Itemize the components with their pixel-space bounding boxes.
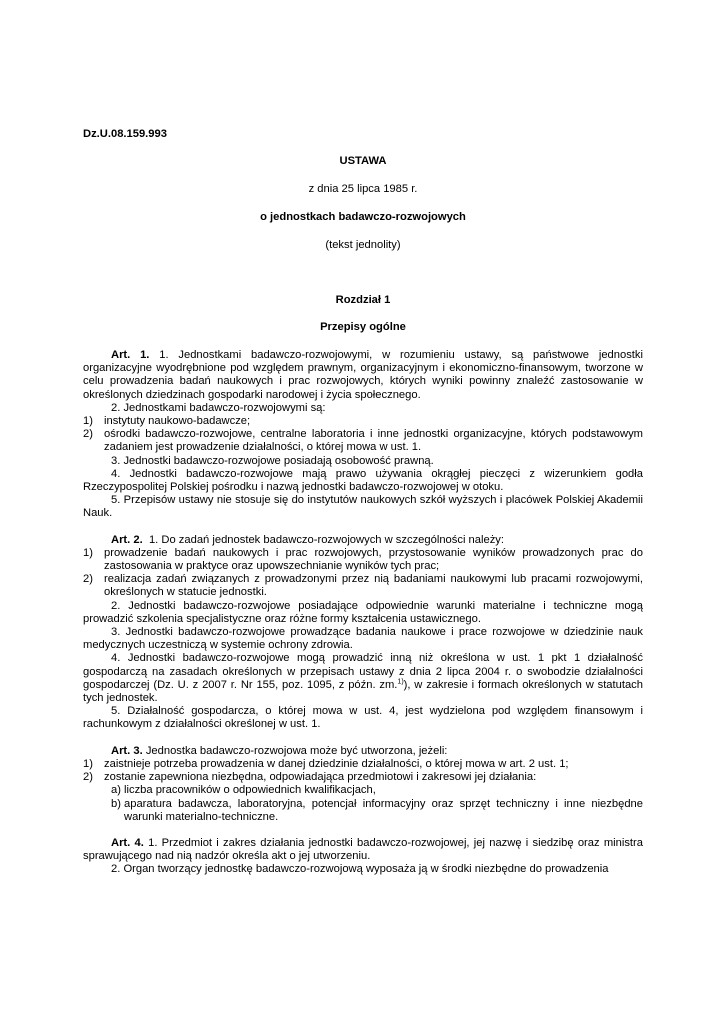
article-2-para-4: 4. Jednostki badawczo-rozwojowe mogą prowadzić inną niż określona w ust. 1 pkt 1 działalność gospodarczą na zasadach określonych w przepisach ustawy z dnia 2 lipca 2004 r. o swobodzie działalności gospodarczej (Dz. U. z 2007 r. Nr 155, poz. 1095, z późn. zm.$^{1)}$), w zakresie i formach określonych w statutach tych jednostek. [83,652,643,705]
list-item: 2) realizacja zadań związanych z prowadzonymi przez nią badaniami naukowymi lub pracami rozwojowymi, określonych w statucie jednostki. [83,573,643,599]
chapter-title: Przepisy ogólne [320,321,406,333]
article-1-para-2: 2. Jednostkami badawczo-rozwojowymi są: [111,401,326,414]
chapter-heading: Rozdział 1 [335,294,391,306]
footnote-ref: 1) [397,678,404,686]
act-date: z dnia 25 lipca 1985 r. [308,183,418,195]
article-2-para-3: 3. Jednostki badawczo-rozwojowe prowadzące badania naukowe i prace rozwojowe w dziedzinie nauk medycznych uczestniczą w systemie ochrony zdrowia. [83,626,643,652]
article-4-para-2: 2. Organ tworzący jednostkę badawczo-rozwojową wyposaża ją w środki niezbędne do prowadzenia [111,863,609,876]
act-subject: o jednostkach badawczo-rozwojowych [260,211,466,223]
document-page [83,0,643,1024]
sub-list-item: a) liczba pracowników o odpowiednich kwalifikacjach, [111,784,376,797]
article-2-para-5: 5. Działalność gospodarcza, o której mowa w ust. 4, jest wydzielona pod względem finansowym i rachunkowym z działalności określonej w ust. 1. [83,705,643,731]
list-item: 2) zostanie zapewniona niezbędna, odpowiadająca przedmiotowi i zakresowi jej działania: [83,771,537,784]
article-1-para-4: 4. Jednostki badawczo-rozwojowe mają prawo używania okrągłej pieczęci z wizerunkiem godła Rzeczypospolitej Polskiej pośrodku i nazwą jednostki badawczo-rozwojowej w otoku. [83,467,643,494]
act-note: (tekst jednolity) [325,239,401,251]
list-item: 1) instytuty naukowo-badawcze; [83,415,251,428]
list-item: 1) zaistnieje potrzeba prowadzenia w danej dziedzinie działalności, o której mowa w art. 2 ust. 1; [83,757,569,770]
article-1-label: Art. 1. [111,349,150,361]
article-1-para-1: Art. 1. 1. Jednostkami badawczo-rozwojowymi, w rozumieniu ustawy, są państwowe jednostki organizacyjne wyodrębnione pod względem prawnym, organizacyjnym i ekonomiczno-finansowym, tworzone w celu prowadzenia badań naukowych i prac rozwojowych, których wyniki powinny znaleźć zastosowanie w określonych dziedzinach gospodarki narodowej i życia społecznego. [83,349,643,401]
article-4-para-1: Art. 4. 1. Przedmiot i zakres działania jednostki badawczo-rozwojowej, jej nazwę i siedzibę oraz ministra sprawującego nad nią nadzór określa akt o jej utworzeniu. [83,836,643,863]
sub-list-item: b) aparatura badawcza, laboratoryjna, potencjał informacyjny oraz sprzęt techniczny i inne niezbędne warunki materialno-techniczne. [111,797,643,823]
journal-reference: Dz.U.08.159.993 [83,128,167,140]
article-2-label: Art. 2. [111,533,143,546]
article-3-label: Art. 3. [111,744,143,757]
article-4-label: Art. 4. [111,836,144,849]
act-type: USTAWA [339,155,387,167]
article-1-para-3: 3. Jednostki badawczo-rozwojowe posiadają osobowość prawną. [111,454,434,467]
article-2-para-1: Art. 2. 1. Do zadań jednostek badawczo-rozwojowych w szczególności należy: [111,533,505,546]
article-1-para-5: 5. Przepisów ustawy nie stosuje się do instytutów naukowych szkół wyższych i placówek Polskiej Akademii Nauk. [83,494,643,520]
list-item: 1) prowadzenie badań naukowych i prac rozwojowych, przystosowanie wyników prowadzonych prac do zastosowania w praktyce oraz upowszechnianie wyników tych prac; [83,546,643,573]
list-item: 2) ośrodki badawczo-rozwojowe, centralne laboratoria i inne jednostki organizacyjne, których podstawowym zadaniem jest prowadzenie działalności, o której mowa w ust. 1. [83,428,643,454]
article-2-para-2: 2. Jednostki badawczo-rozwojowe posiadające odpowiednie warunki materialne i techniczne mogą prowadzić szkolenia specjalistyczne oraz różne formy kształcenia ustawicznego. [83,599,643,625]
article-3-para-1: Art. 3. Jednostka badawczo-rozwojowa może być utworzona, jeżeli: [111,744,448,757]
document-body [83,349,643,877]
